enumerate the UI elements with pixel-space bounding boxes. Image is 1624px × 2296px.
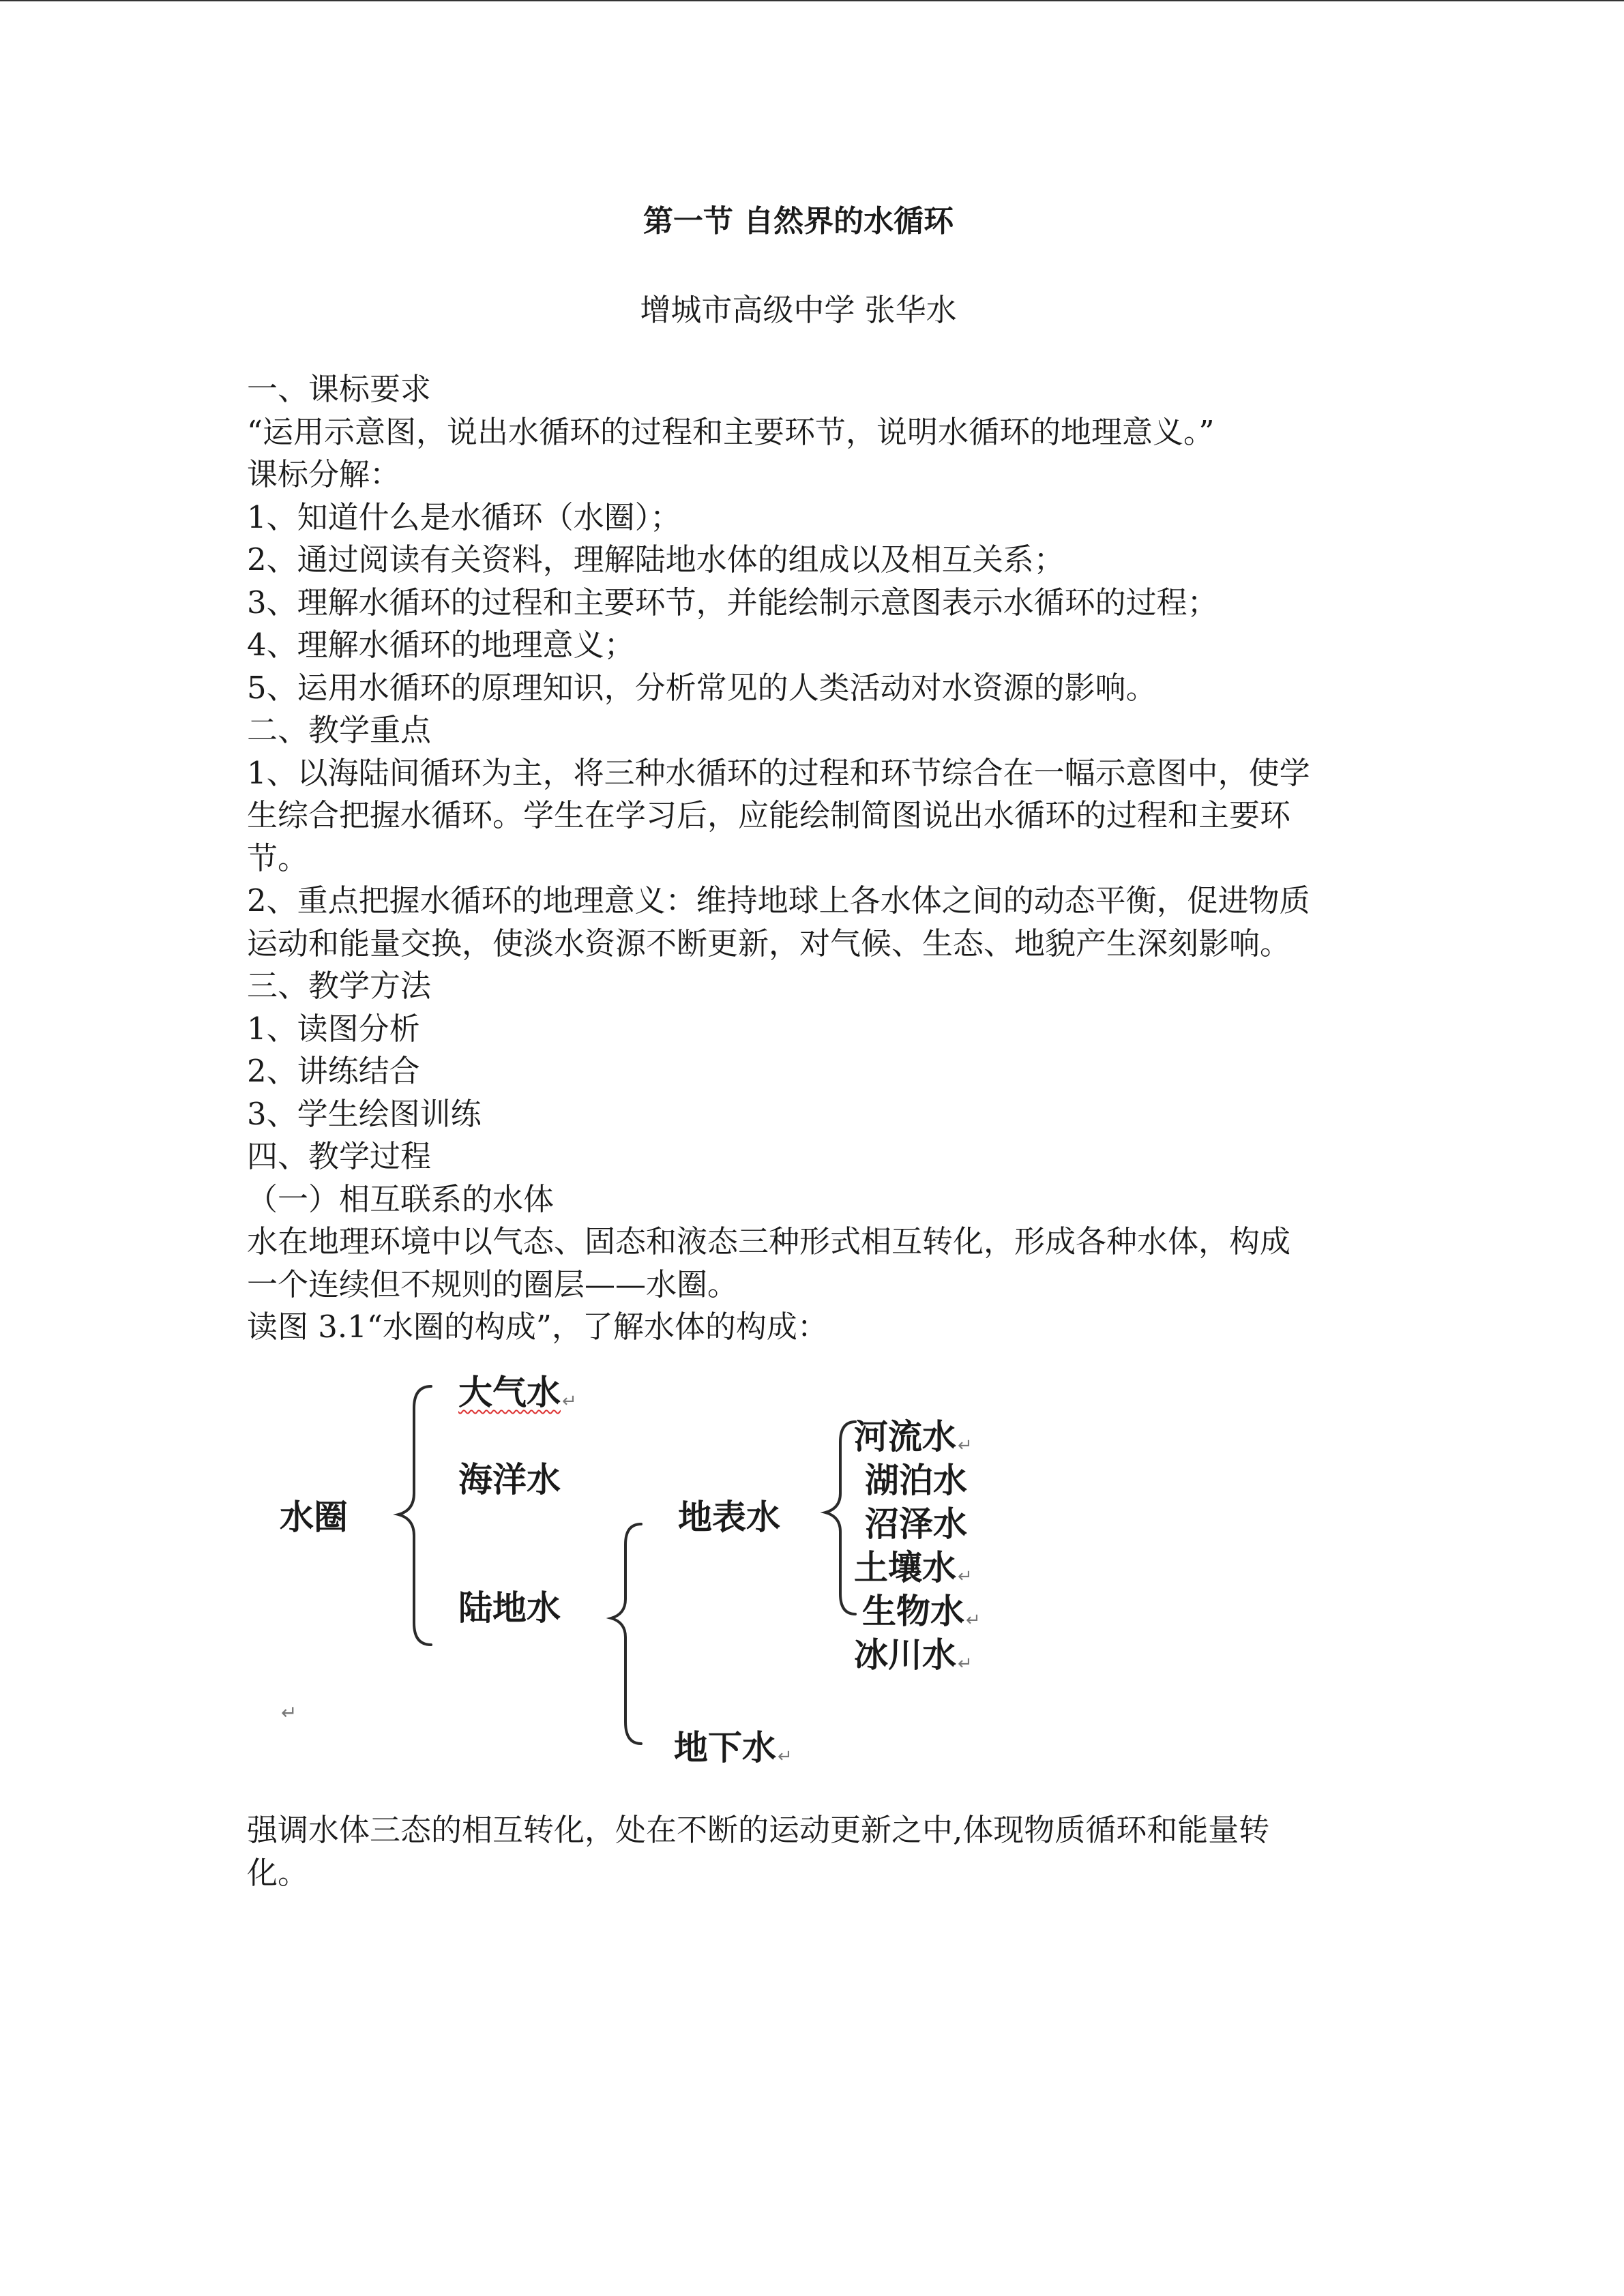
return-mark: ↵	[562, 1391, 577, 1412]
closing-line-1: 强调水体三态的相互转化，处在不断的运动更新之中,体现物质循环和能量转	[247, 1812, 1270, 1848]
node-land-water: 陆地水	[458, 1588, 561, 1628]
standards-quote: “运用示意图，说出水循环的过程和主要环节，说明水循环的地理意义。”	[247, 413, 1215, 450]
return-mark: ↵	[778, 1746, 793, 1767]
node-lake-water: 湖泊水	[865, 1461, 967, 1500]
node-ocean-water: 海洋水	[458, 1460, 561, 1500]
node-surface-water: 地表水	[678, 1497, 780, 1537]
section-heading-methods: 三、教学方法	[247, 968, 432, 1004]
node-underground-water-label: 地下水	[674, 1728, 776, 1768]
node-underground-water	[674, 1720, 793, 1770]
return-mark: ↵	[958, 1654, 973, 1674]
closing-paragraph	[247, 1808, 1379, 1894]
focus-para-1-line-3: 节。	[247, 839, 309, 876]
node-soil-water	[854, 1540, 973, 1590]
document-author: 增城市高级中学 张华水	[640, 292, 957, 328]
return-mark: ↵	[966, 1610, 981, 1630]
methods-item-3: 3、学生绘图训练	[247, 1095, 482, 1132]
focus-para-2-line-2: 运动和能量交换，使淡水资源不断更新，对气候、生态、地貌产生深刻影响。	[247, 925, 1291, 961]
standards-item-5: 5、运用水循环的原理知识，分析常见的人类活动对水资源的影响。	[247, 669, 1157, 706]
standards-item-3: 3、理解水循环的过程和主要环节，并能绘制示意图表示水循环的过程；	[247, 584, 1218, 621]
focus-para-2-line-1: 2、重点把握水循环的地理意义：维持地球上各水体之间的动态平衡，促进物质	[247, 882, 1310, 919]
hydrosphere-diagram	[247, 1354, 1065, 1776]
standards-item-1: 1、知道什么是水循环（水圈）；	[247, 498, 681, 535]
node-glacier-water-label: 冰川水	[854, 1635, 956, 1675]
section-heading-standards: 一、课标要求	[247, 371, 432, 407]
brace-root	[398, 1386, 431, 1645]
methods-item-1: 1、读图分析	[247, 1010, 420, 1047]
node-hydrosphere: 水圈	[280, 1497, 348, 1537]
standards-item-4: 4、理解水循环的地理意义；	[247, 627, 635, 663]
focus-para-1-line-2: 生综合把握水循环。学生在学习后，应能绘制简图说出水循环的过程和主要环	[247, 797, 1291, 833]
node-river-water	[854, 1410, 973, 1459]
node-bio-water-label: 生物水	[862, 1592, 964, 1631]
brace-land	[611, 1524, 641, 1744]
process-para-1-line-2: 一个连续但不规则的圈层——水圈。	[247, 1266, 739, 1302]
document-title: 第一节 自然界的水循环	[643, 204, 954, 239]
process-para-1-line-1: 水在地理环境中以气态、固态和液态三种形式相互转化，形成各种水体，构成	[247, 1223, 1291, 1259]
brace-surface	[825, 1422, 855, 1614]
process-para-2: 读图 3.1“水圈的构成”，了解水体的构成：	[247, 1309, 828, 1345]
node-atmospheric-water	[458, 1365, 577, 1414]
section-heading-focus: 二、教学重点	[247, 712, 432, 748]
closing-line-2: 化。	[247, 1854, 309, 1891]
node-river-water-label: 河流水	[854, 1417, 956, 1457]
node-atmospheric-water-label: 大气水	[458, 1373, 561, 1412]
node-swamp-water: 沼泽水	[865, 1504, 967, 1544]
focus-para-1-line-1: 1、以海陆间循环为主，将三种水循环的过程和环节综合在一幅示意图中，使学	[247, 754, 1310, 791]
page-top-border	[0, 0, 1624, 1]
diagram-paragraph-mark: ↵	[281, 1701, 297, 1724]
section-heading-process: 四、教学过程	[247, 1138, 432, 1174]
node-bio-water	[862, 1584, 981, 1633]
return-mark: ↵	[958, 1435, 973, 1456]
return-mark: ↵	[958, 1566, 973, 1587]
node-glacier-water	[854, 1628, 973, 1677]
node-soil-water-label: 土壤水	[854, 1548, 956, 1587]
standards-breakdown-label: 课标分解：	[247, 456, 401, 492]
process-subheading-1: （一）相互联系的水体	[247, 1180, 555, 1217]
standards-item-2: 2、通过阅读有关资料，理解陆地水体的组成以及相互关系；	[247, 541, 1065, 578]
document-body	[247, 368, 1379, 1349]
methods-item-2: 2、讲练结合	[247, 1053, 420, 1089]
